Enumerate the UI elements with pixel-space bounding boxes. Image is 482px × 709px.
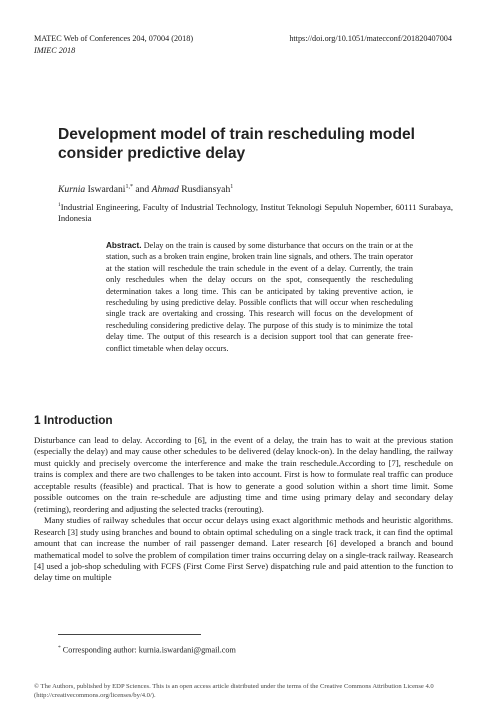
affiliation bbox=[58, 200, 453, 225]
running-header bbox=[34, 33, 452, 56]
section-heading: 1 Introduction bbox=[34, 413, 113, 427]
section-body bbox=[34, 435, 453, 584]
conference-name: IMIEC 2018 bbox=[34, 45, 76, 55]
author-1-marker: 1,* bbox=[125, 184, 133, 190]
author-2-given: Ahmad bbox=[151, 184, 179, 196]
author-1-given: Kurnia bbox=[58, 184, 86, 196]
body-paragraph: Disturbance can lead to delay. According to [6], in the event of a delay, the train has to wait at the previous station (especially the delay) and may cause other schedules to be delivered (delay knock-on). In the delay handling, the railway must quickly and precisely overcome the interference and make the train reschedule.According to [7], reschedule on trains is complex and there are two challenges to be taken into account. First is how to formulate real traffic can produce acceptable results (feasible) and practical. That is how to generate a good solution within a short time limit. Some possible outcomes on the train re-schedule are adjusting time and time using primary delay and secondary delay (retiming), reordering and adjusting the selected tracks (rerouting). bbox=[34, 435, 453, 514]
journal-citation: MATEC Web of Conferences 204, 07004 (2018) bbox=[34, 34, 194, 43]
author-conjunction: and bbox=[135, 184, 150, 196]
license-notice: © The Authors, published by EDP Sciences. This is an open access article distributed under the terms of the Creative Commons Attribution License 4.0 (http://creativecommons.org/licenses/by/4.0/). bbox=[34, 683, 434, 699]
footnote bbox=[58, 643, 452, 656]
abstract-text: Delay on the train is caused by some disturbance that occurs on the train or at the station, such as a broken train engine, broken train line signals, and others. The train operator at the station will reschedule the train schedule in the event of a delay. Currently, the train only reschedules when the delay occurs on the spot, consequently the rescheduling determination takes a long time. This can be anticipated by taking preventive action, ie rescheduling by using predictive delay. Possible conflicts that will occur when rescheduling single track are overtaking and crossing. This research will focus on the development of rescheduling considering predictive delay. The purpose of this study is to minimize the total delay time. The output of this research is a decision support tool that can generate free-conflict timetable when delay occurs. bbox=[106, 241, 413, 353]
author-list bbox=[58, 181, 452, 196]
author-2-family: Rusdiansyah bbox=[181, 184, 231, 196]
affiliation-text: Industrial Engineering, Faculty of Industrial Technology, Institut Teknologi Sepuluh Nopember, 60111 Surabaya, Indonesia bbox=[58, 201, 453, 224]
footnote-marker: * bbox=[58, 645, 61, 651]
abstract bbox=[106, 240, 413, 354]
footnote-text: Corresponding author: kurnia.iswardani@gmail.com bbox=[62, 645, 236, 655]
doi-link[interactable]: https://doi.org/10.1051/matecconf/201820407004 bbox=[289, 34, 452, 43]
body-paragraph: Many studies of railway schedules that occur occur delays using exact algorithmic methods and heuristic algorithms. Research [3] study using branches and bound to obtain optimal scheduling on a single track track, it can find the optimal amount that can increase the number of rail passenger demand. Later research [6] developed a branch and bound mathematical model to solve the problem of compilation timer trains occurring delay on a single-track railway. Reasearch [4] used a job-shop scheduling with FCFS (First Come First Serve) dispatching rule and paid attention to the function to delay time on multiple bbox=[34, 515, 453, 583]
paper-title: Development model of train rescheduling model consider predictive delay bbox=[58, 126, 415, 162]
affiliation-marker: 1 bbox=[58, 202, 61, 208]
footnote-rule bbox=[58, 634, 201, 635]
author-2-marker: 1 bbox=[230, 184, 234, 190]
abstract-label: Abstract. bbox=[106, 241, 142, 250]
author-1-family: Iswardani bbox=[87, 184, 126, 196]
